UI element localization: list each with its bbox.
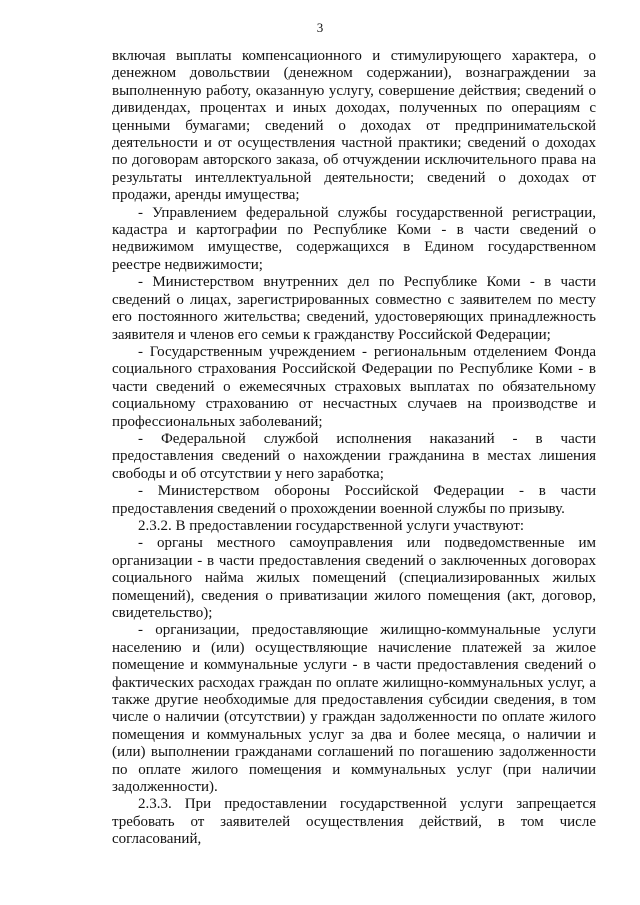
paragraph: включая выплаты компенсационного и стимулирующего характера, о денежном довольствии (денежном содержании), вознаграждении за выполненную работу, оказанную услугу, совершение действия; сведений о дивидендах, процентах и иных доходах, полученных по операциям с ценными бумагами; сведений о доходах от предпринимательской деятельности и от осуществления частной практики; сведений о доходах по договорам авторского заказа, об отчуждении исключительного права на результаты интеллектуальной деятельности; сведений о доходах от продажи, аренды имущества; xyxy=(112,48,596,204)
paragraph: - Управлением федеральной службы государственной регистрации, кадастра и картографии по Республике Коми - в части сведений о недвижимом имуществе, содержащихся в Едином государственном реестре недвижимости; xyxy=(112,204,596,273)
page-number: 3 xyxy=(316,20,324,35)
paragraph: - организации, предоставляющие жилищно-коммунальные услуги населению и (или) осуществляющие начисление платежей за жилое помещение и коммунальные услуги - в части предоставления сведений о фактических расходах граждан по оплате жилищно-коммунальных услуг, а также другие необходимые для предоставления субсидии сведения, в том числе о наличии (отсутствии) у граждан задолженности по оплате жилого помещения и коммунальных услуг за два и более месяца, о наличии и (или) выполнении гражданами соглашений по погашению задолженности по оплате жилого помещения и коммунальных услуг (при наличии задолженности). xyxy=(112,622,596,796)
paragraph: - Министерством внутренних дел по Республике Коми - в части сведений о лицах, зарегистрированных совместно с заявителем по месту его постоянного жительства; сведений, удостоверяющих принадлежность заявителя и членов его семьи к гражданству Российской Федерации; xyxy=(112,274,596,343)
paragraph: - органы местного самоуправления или подведомственные им организации - в части предоставления сведений о заключенных договорах социального найма жилых помещений (специализированных жилых помещений), сведения о приватизации жилого помещения (акт, договор, свидетельство); xyxy=(112,535,596,621)
paragraph: - Федеральной службой исполнения наказаний - в части предоставления сведений о нахождении гражданина в местах лишения свободы и об отсутствии у него заработка; xyxy=(112,430,596,482)
paragraph: - Министерством обороны Российской Федерации - в части предоставления сведений о прохождении военной службы по призыву. xyxy=(112,483,596,517)
paragraph: 2.3.3. При предоставлении государственной услуги запрещается требовать от заявителей осуществления действий, в том числе согласований, xyxy=(112,796,596,848)
paragraph: 2.3.2. В предоставлении государственной услуги участвуют: xyxy=(138,517,525,534)
document-body xyxy=(112,48,596,849)
paragraph: - Государственным учреждением - региональным отделением Фонда социального страхования Российской Федерации по Республике Коми - в части сведений о ежемесячных страховых выплатах по обязательному социальному страхованию от несчастных случаев на производстве и профессиональных заболеваний; xyxy=(112,343,596,430)
